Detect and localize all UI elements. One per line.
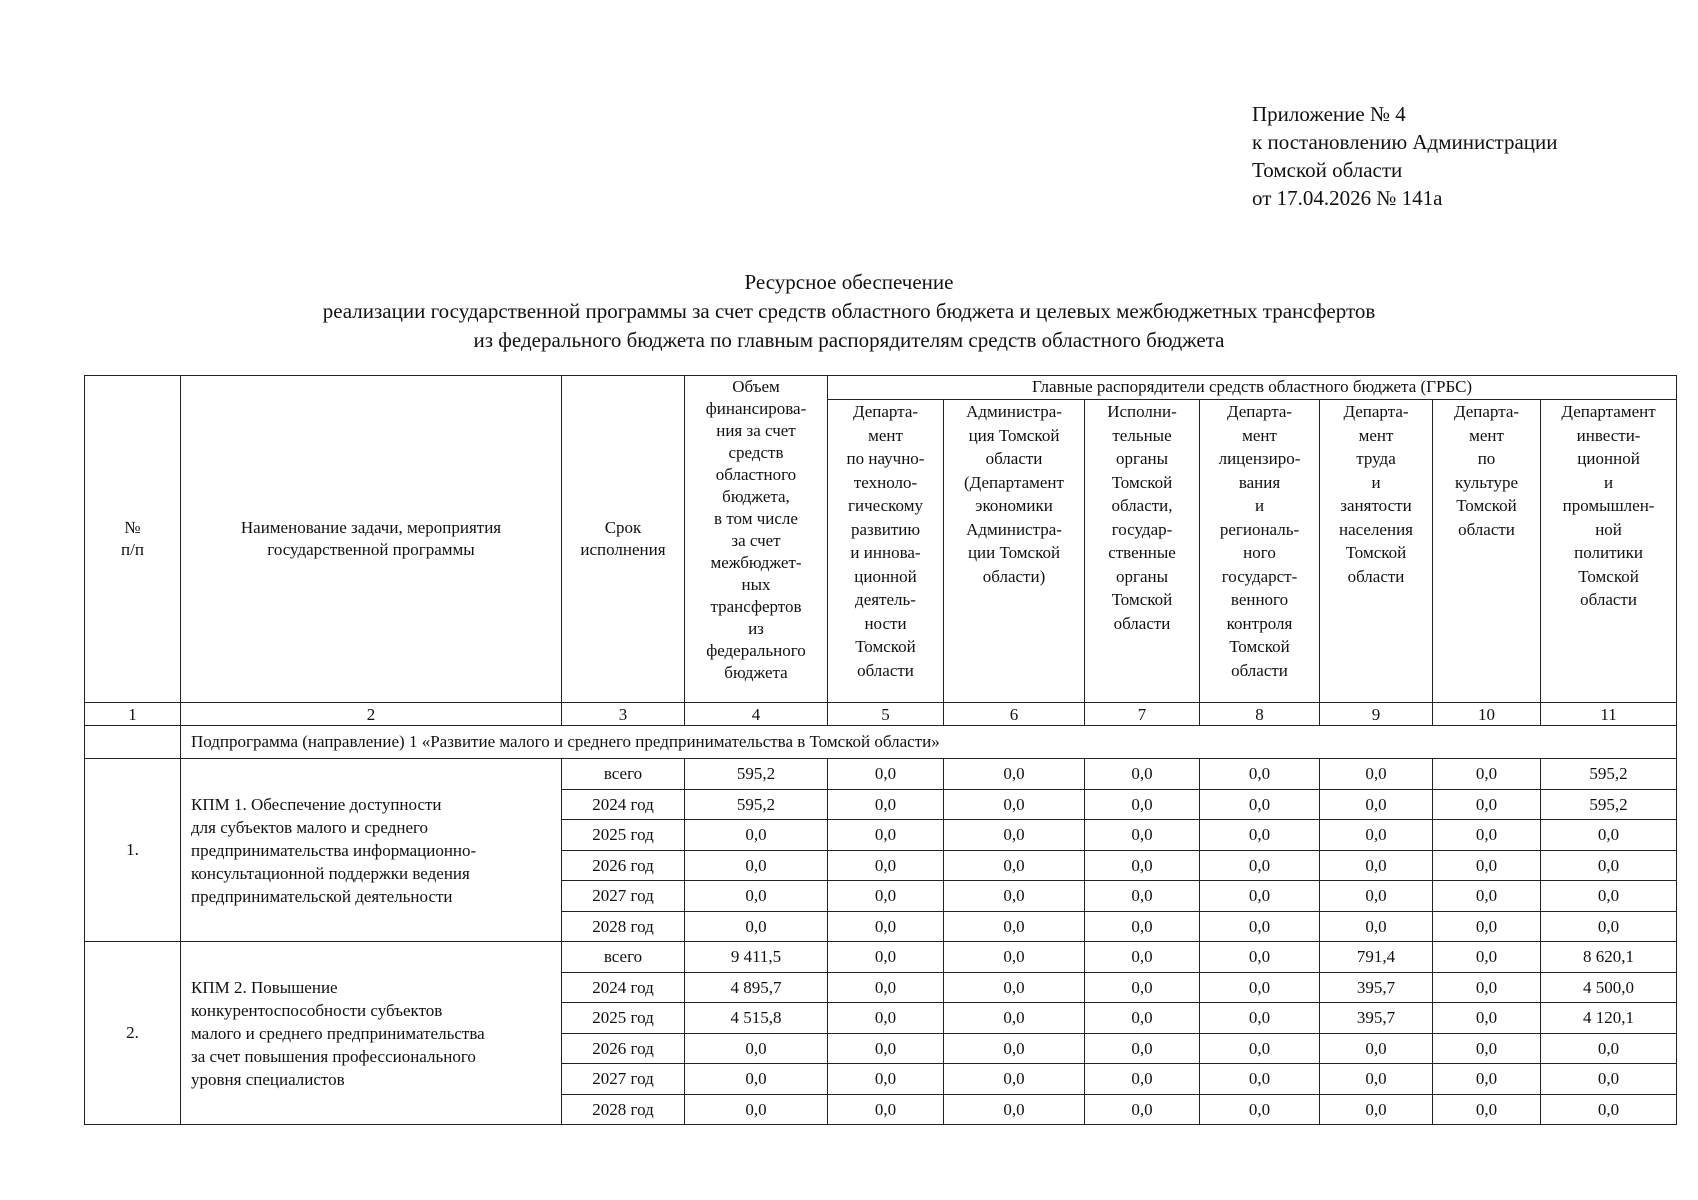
task-number: 1. xyxy=(85,759,181,942)
grbs-value-cell: 0,0 xyxy=(1200,789,1320,820)
header-grbs: Исполни- тельные органы Томской области, государ- ственные органы Томской области xyxy=(1085,400,1200,703)
grbs-value-cell: 0,0 xyxy=(828,759,944,790)
grbs-value-cell: 4 120,1 xyxy=(1541,1003,1677,1034)
grbs-value-cell: 0,0 xyxy=(1085,820,1200,851)
title-line: из федерального бюджета по главным распорядителям средств областного бюджета xyxy=(473,328,1225,352)
grbs-value-cell: 0,0 xyxy=(1433,759,1541,790)
volume-cell: 0,0 xyxy=(685,1033,828,1064)
grbs-value-cell: 0,0 xyxy=(1433,911,1541,942)
header-grbs: Департа- мент по научно- техноло- гическому развитию и иннова- ционной деятель- ности Томской области xyxy=(828,400,944,703)
grbs-value-cell: 0,0 xyxy=(944,942,1085,973)
grbs-value-cell: 0,0 xyxy=(828,1033,944,1064)
grbs-value-cell: 0,0 xyxy=(944,1003,1085,1034)
column-number: 1 xyxy=(85,703,181,726)
grbs-value-cell: 0,0 xyxy=(944,850,1085,881)
table-row xyxy=(85,942,1677,973)
task-name: КПМ 2. Повышение конкурентоспособности субъектов малого и среднего предпринимательства за счет повышения профессионального уровня специалистов xyxy=(181,942,562,1125)
grbs-value-cell: 0,0 xyxy=(1433,1094,1541,1125)
grbs-value-cell: 0,0 xyxy=(1200,820,1320,851)
column-number: 9 xyxy=(1320,703,1433,726)
grbs-value-cell: 0,0 xyxy=(1541,881,1677,912)
volume-cell: 0,0 xyxy=(685,1064,828,1095)
grbs-value-cell: 0,0 xyxy=(1541,911,1677,942)
grbs-value-cell: 0,0 xyxy=(1320,1094,1433,1125)
grbs-value-cell: 0,0 xyxy=(1085,881,1200,912)
grbs-value-cell: 0,0 xyxy=(1433,850,1541,881)
grbs-value-cell: 0,0 xyxy=(944,789,1085,820)
header-grbs: Администра- ция Томской области (Департамент экономики Администра- ции Томской области) xyxy=(944,400,1085,703)
grbs-value-cell: 0,0 xyxy=(1085,759,1200,790)
column-number: 3 xyxy=(562,703,685,726)
term-cell: 2025 год xyxy=(562,1003,685,1034)
appendix-line: от 17.04.2026 № 141а xyxy=(1252,186,1443,210)
grbs-value-cell: 0,0 xyxy=(828,1064,944,1095)
appendix-line: к постановлению Администрации xyxy=(1252,130,1558,154)
header-grbs-group: Главные распорядители средств областного бюджета (ГРБС) xyxy=(828,376,1677,400)
title-line: Ресурсное обеспечение xyxy=(744,270,954,294)
term-cell: 2025 год xyxy=(562,820,685,851)
volume-cell: 0,0 xyxy=(685,911,828,942)
column-number: 7 xyxy=(1085,703,1200,726)
term-cell: всего xyxy=(562,942,685,973)
grbs-value-cell: 0,0 xyxy=(1320,1033,1433,1064)
volume-cell: 4 895,7 xyxy=(685,972,828,1003)
grbs-value-cell: 0,0 xyxy=(1200,972,1320,1003)
column-number: 5 xyxy=(828,703,944,726)
grbs-value-cell: 0,0 xyxy=(1085,1094,1200,1125)
volume-cell: 9 411,5 xyxy=(685,942,828,973)
column-number: 8 xyxy=(1200,703,1320,726)
header-grbs: Департамент инвести- ционной и промышлен- ной политики Томской области xyxy=(1541,400,1677,703)
header-name: Наименование задачи, мероприятия государственной программы xyxy=(181,376,562,703)
appendix-line: Приложение № 4 xyxy=(1252,102,1406,126)
grbs-value-cell: 0,0 xyxy=(828,850,944,881)
volume-cell: 0,0 xyxy=(685,820,828,851)
subprogram-title: Подпрограмма (направление) 1 «Развитие малого и среднего предпринимательства в Томской области» xyxy=(181,726,1677,759)
grbs-value-cell: 0,0 xyxy=(944,759,1085,790)
grbs-value-cell: 0,0 xyxy=(1320,789,1433,820)
grbs-value-cell: 0,0 xyxy=(1200,850,1320,881)
grbs-value-cell: 0,0 xyxy=(1433,972,1541,1003)
term-cell: 2024 год xyxy=(562,972,685,1003)
table-row xyxy=(85,759,1677,790)
grbs-value-cell: 395,7 xyxy=(1320,972,1433,1003)
grbs-value-cell: 0,0 xyxy=(828,1003,944,1034)
term-cell: 2026 год xyxy=(562,1033,685,1064)
grbs-value-cell: 0,0 xyxy=(1085,1064,1200,1095)
grbs-value-cell: 0,0 xyxy=(1085,942,1200,973)
subprogram-row xyxy=(85,726,1677,759)
term-cell: 2024 год xyxy=(562,789,685,820)
volume-cell: 0,0 xyxy=(685,850,828,881)
appendix-line: Томской области xyxy=(1252,158,1403,182)
grbs-value-cell: 0,0 xyxy=(1320,820,1433,851)
volume-cell: 595,2 xyxy=(685,789,828,820)
grbs-value-cell: 0,0 xyxy=(828,972,944,1003)
grbs-value-cell: 0,0 xyxy=(1433,881,1541,912)
grbs-value-cell: 0,0 xyxy=(1320,850,1433,881)
grbs-value-cell: 0,0 xyxy=(1200,942,1320,973)
term-cell: 2026 год xyxy=(562,850,685,881)
grbs-value-cell: 0,0 xyxy=(1085,1003,1200,1034)
header-grbs: Департа- мент лицензиро- вания и региональ- ного государст- венного контроля Томской области xyxy=(1200,400,1320,703)
title-line: реализации государственной программы за счет средств областного бюджета и целевых межбюджетных трансфертов xyxy=(322,299,1376,323)
volume-cell: 0,0 xyxy=(685,1094,828,1125)
grbs-value-cell: 0,0 xyxy=(944,1033,1085,1064)
grbs-value-cell: 0,0 xyxy=(1200,759,1320,790)
grbs-value-cell: 395,7 xyxy=(1320,1003,1433,1034)
grbs-value-cell: 0,0 xyxy=(1541,820,1677,851)
grbs-value-cell: 0,0 xyxy=(944,1094,1085,1125)
task-number: 2. xyxy=(85,942,181,1125)
document-title xyxy=(0,268,1698,355)
grbs-value-cell: 8 620,1 xyxy=(1541,942,1677,973)
grbs-value-cell: 0,0 xyxy=(1541,1033,1677,1064)
appendix-block xyxy=(1252,100,1558,212)
grbs-value-cell: 791,4 xyxy=(1320,942,1433,973)
grbs-value-cell: 0,0 xyxy=(944,820,1085,851)
column-numbers-row xyxy=(85,703,1677,726)
resource-table xyxy=(84,375,1677,1125)
term-cell: 2028 год xyxy=(562,911,685,942)
volume-cell: 4 515,8 xyxy=(685,1003,828,1034)
grbs-value-cell: 0,0 xyxy=(1085,789,1200,820)
column-number: 2 xyxy=(181,703,562,726)
column-number: 6 xyxy=(944,703,1085,726)
term-cell: 2027 год xyxy=(562,881,685,912)
volume-cell: 0,0 xyxy=(685,881,828,912)
grbs-value-cell: 0,0 xyxy=(944,972,1085,1003)
grbs-value-cell: 0,0 xyxy=(1433,1033,1541,1064)
grbs-value-cell: 0,0 xyxy=(1541,1094,1677,1125)
term-cell: всего xyxy=(562,759,685,790)
grbs-value-cell: 0,0 xyxy=(828,1094,944,1125)
term-cell: 2027 год xyxy=(562,1064,685,1095)
grbs-value-cell: 0,0 xyxy=(1433,1003,1541,1034)
grbs-value-cell: 0,0 xyxy=(1200,1033,1320,1064)
header-grbs: Департа- мент по культуре Томской области xyxy=(1433,400,1541,703)
grbs-value-cell: 0,0 xyxy=(828,911,944,942)
column-number: 11 xyxy=(1541,703,1677,726)
grbs-value-cell: 0,0 xyxy=(1541,850,1677,881)
grbs-value-cell: 0,0 xyxy=(1433,942,1541,973)
task-name: КПМ 1. Обеспечение доступности для субъектов малого и среднего предпринимательства информационно- консультационной поддержки ведения предпринимательской деятельности xyxy=(181,759,562,942)
column-number: 4 xyxy=(685,703,828,726)
grbs-value-cell: 0,0 xyxy=(944,911,1085,942)
column-number: 10 xyxy=(1433,703,1541,726)
term-cell: 2028 год xyxy=(562,1094,685,1125)
grbs-value-cell: 0,0 xyxy=(828,789,944,820)
grbs-value-cell: 0,0 xyxy=(1200,881,1320,912)
grbs-value-cell: 595,2 xyxy=(1541,789,1677,820)
grbs-value-cell: 0,0 xyxy=(1433,789,1541,820)
grbs-value-cell: 0,0 xyxy=(1320,881,1433,912)
grbs-value-cell: 0,0 xyxy=(1433,1064,1541,1095)
volume-cell: 595,2 xyxy=(685,759,828,790)
grbs-value-cell: 4 500,0 xyxy=(1541,972,1677,1003)
grbs-value-cell: 595,2 xyxy=(1541,759,1677,790)
grbs-value-cell: 0,0 xyxy=(1320,1064,1433,1095)
grbs-value-cell: 0,0 xyxy=(1433,820,1541,851)
grbs-value-cell: 0,0 xyxy=(1541,1064,1677,1095)
grbs-value-cell: 0,0 xyxy=(944,881,1085,912)
header-term: Срок исполнения xyxy=(562,376,685,703)
grbs-value-cell: 0,0 xyxy=(828,881,944,912)
grbs-value-cell: 0,0 xyxy=(1085,1033,1200,1064)
grbs-value-cell: 0,0 xyxy=(1200,1064,1320,1095)
header-volume: Объем финансирова- ния за счет средств областного бюджета, в том числе за счет межбюджет- ных трансфертов из федерального бюджета xyxy=(685,376,828,703)
grbs-value-cell: 0,0 xyxy=(1200,911,1320,942)
grbs-value-cell: 0,0 xyxy=(828,820,944,851)
grbs-value-cell: 0,0 xyxy=(1085,911,1200,942)
grbs-value-cell: 0,0 xyxy=(944,1064,1085,1095)
grbs-value-cell: 0,0 xyxy=(1200,1094,1320,1125)
header-grbs: Департа- мент труда и занятости населения Томской области xyxy=(1320,400,1433,703)
grbs-value-cell: 0,0 xyxy=(1200,1003,1320,1034)
grbs-value-cell: 0,0 xyxy=(1320,759,1433,790)
header-num: № п/п xyxy=(85,376,181,703)
grbs-value-cell: 0,0 xyxy=(1085,850,1200,881)
grbs-value-cell: 0,0 xyxy=(1085,972,1200,1003)
subprogram-empty-cell xyxy=(85,726,181,759)
grbs-value-cell: 0,0 xyxy=(828,942,944,973)
grbs-value-cell: 0,0 xyxy=(1320,911,1433,942)
